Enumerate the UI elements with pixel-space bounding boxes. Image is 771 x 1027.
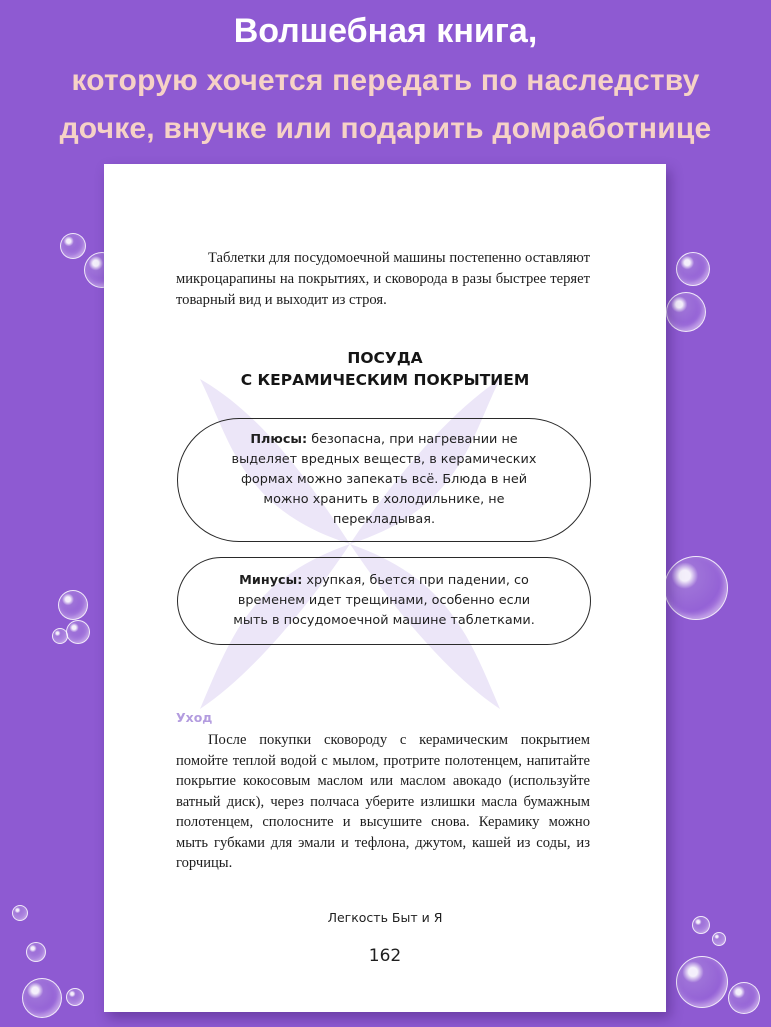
bubble-decoration	[728, 982, 760, 1014]
care-paragraph: После покупки сковороду с керамическим покрытием помойте теплой водой с мылом, протрите полотенцем, напитайте покрытие кокосовым маслом или маслом авокадо (используйте ватный диск), через полчаса уберите излишки масла бумажным полотенцем, сполосните и высушите снова. Керамику можно мыть губками для эмали и тефлона, джутом, кашей из соды, из горчицы.	[176, 732, 590, 871]
banner-subtitle-line2: дочке, внучке или подарить домработнице	[59, 112, 712, 145]
cons-text: хрупкая, бьется при падении, со временем идет трещинами, особенно если мыть в посудомоечной машине таблетками.	[233, 573, 535, 628]
bubble-decoration	[664, 556, 728, 620]
bubble-decoration	[666, 292, 706, 332]
bubble-decoration	[60, 233, 86, 259]
bubble-decoration	[58, 590, 88, 620]
pros-label: Плюсы:	[250, 432, 308, 447]
care-label: Уход	[176, 710, 213, 725]
banner-subtitle-line1: которую хочется передать по наследству	[71, 64, 700, 97]
cons-label: Минусы:	[239, 573, 303, 588]
section-heading	[104, 347, 666, 391]
bubble-decoration	[22, 978, 62, 1018]
intro-paragraph: Таблетки для посудомоечной машины постепенно оставляют микроцарапины на покрытиях, и сковорода в разы быстрее теряет товарный вид и выходит из строя.	[176, 250, 590, 308]
page-number: 162	[368, 946, 402, 966]
banner-title: Волшебная книга,	[233, 12, 538, 50]
bubble-decoration	[712, 932, 726, 946]
bubble-decoration	[52, 628, 68, 644]
bubble-decoration	[676, 956, 728, 1008]
bubble-decoration	[12, 905, 28, 921]
cons-box	[177, 557, 591, 645]
book-page	[104, 164, 666, 1012]
bubble-decoration	[692, 916, 710, 934]
pros-text: безопасна, при нагревании не выделяет вредных веществ, в керамических формах можно запекать всё. Блюда в ней можно хранить в холодильнике, не перекладывая.	[231, 432, 537, 527]
heading-line1: ПОСУДА	[347, 349, 423, 367]
bubble-decoration	[26, 942, 46, 962]
bubble-decoration	[66, 620, 90, 644]
heading-line2: С КЕРАМИЧЕСКИМ ПОКРЫТИЕМ	[240, 371, 530, 389]
footer-title: Легкость Быт и Я	[327, 910, 443, 925]
bubble-decoration	[676, 252, 710, 286]
bubble-decoration	[66, 988, 84, 1006]
pros-box	[177, 418, 591, 542]
